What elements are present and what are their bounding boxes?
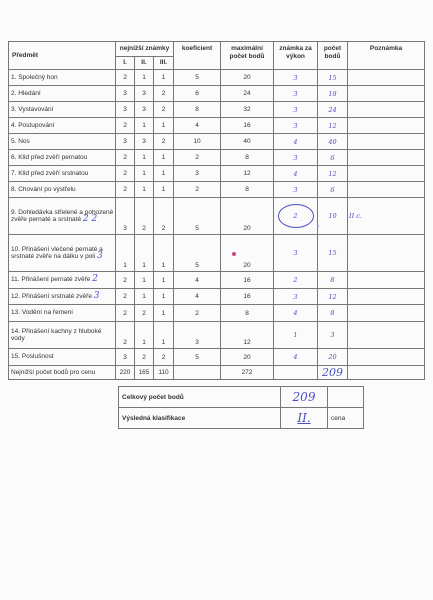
points-value: 3 — [318, 322, 348, 349]
points-value: 6 — [318, 150, 348, 166]
subject-name: 7. Klid před zvěří srstnatou — [9, 166, 116, 182]
grade-1-value: 3 — [116, 102, 135, 118]
grade-3-value: 2 — [154, 86, 174, 102]
grade-3-value: 1 — [154, 166, 174, 182]
coefficient-value: 4 — [174, 118, 221, 134]
grade-3-value: 1 — [154, 289, 174, 305]
subject-name — [9, 272, 116, 289]
summary-table — [118, 386, 364, 429]
max-points-value: 32 — [221, 102, 274, 118]
subject-name: 1. Společný hon — [9, 70, 116, 86]
grade-for-performance-value: 4 — [274, 305, 318, 322]
max-points-value: 16 — [221, 118, 274, 134]
totals-points: 209 — [318, 366, 348, 380]
subject-name — [9, 235, 116, 272]
points-value: 10 — [318, 198, 348, 235]
note-value — [348, 118, 425, 134]
max-points-value: 12 — [221, 322, 274, 349]
grade-2-value: 1 — [135, 166, 154, 182]
totals-coefficient-empty — [174, 366, 221, 380]
ink-dot — [317, 225, 319, 227]
totals-row — [9, 366, 425, 380]
handwritten-mark: 3 — [97, 251, 103, 261]
grade-2-value: 1 — [135, 118, 154, 134]
max-points-value: 20 — [221, 235, 274, 272]
grade-2-value: 1 — [135, 235, 154, 272]
points-value: 18 — [318, 86, 348, 102]
totals-grade-3: 110 — [154, 366, 174, 380]
grade-for-performance-value: 3 — [274, 150, 318, 166]
max-points-value: 20 — [221, 70, 274, 86]
subject-name — [9, 289, 116, 305]
table-row — [9, 150, 425, 166]
header-note: Poznámka — [348, 42, 425, 70]
grade-3-value: 1 — [154, 182, 174, 198]
grade-2-value: 1 — [135, 70, 154, 86]
totals-grade-1: 220 — [116, 366, 135, 380]
grade-3-value: 1 — [154, 235, 174, 272]
circled-grade: 2 — [278, 204, 314, 228]
subject-name: 4. Postupování — [9, 118, 116, 134]
prize-label: cena — [328, 408, 364, 429]
max-points-value: 8 — [221, 150, 274, 166]
table-row — [9, 166, 425, 182]
grade-1-value: 2 — [116, 182, 135, 198]
grade-1-value: 2 — [116, 70, 135, 86]
totals-grade-empty — [274, 366, 318, 380]
coefficient-value: 6 — [174, 86, 221, 102]
grade-for-performance-value: 4 — [274, 134, 318, 150]
grade-1-value: 3 — [116, 86, 135, 102]
handwritten-mark: 3 — [93, 290, 100, 301]
subject-name: 14. Přinášení kachny z hluboké vody — [9, 322, 116, 349]
grade-1-value: 2 — [116, 166, 135, 182]
totals-grade-2: 165 — [135, 366, 154, 380]
note-value — [348, 102, 425, 118]
grade-2-value: 3 — [135, 86, 154, 102]
points-value: 6 — [318, 182, 348, 198]
grade-for-performance-value: 2 — [274, 272, 318, 289]
grade-3-value: 1 — [154, 150, 174, 166]
totals-label: Nejnižší počet bodů pro cenu — [9, 366, 116, 380]
note-value — [348, 150, 425, 166]
table-row — [9, 272, 425, 289]
subject-name: 5. Nos — [9, 134, 116, 150]
table-row — [9, 305, 425, 322]
grade-1-value: 1 — [116, 235, 135, 272]
grade-2-value: 1 — [135, 272, 154, 289]
note-value — [348, 349, 425, 366]
grade-3-value: 1 — [154, 70, 174, 86]
note-value — [348, 182, 425, 198]
subject-name — [9, 198, 116, 235]
coefficient-value: 5 — [174, 349, 221, 366]
coefficient-value: 5 — [174, 235, 221, 272]
note-value — [348, 305, 425, 322]
points-value: 12 — [318, 166, 348, 182]
grade-for-performance-value: 3 — [274, 289, 318, 305]
grade-1-value: 2 — [116, 322, 135, 349]
handwritten-mark: 2 — [92, 274, 98, 285]
grade-for-performance-value: 3 — [274, 70, 318, 86]
note-value — [348, 235, 425, 272]
ink-dot — [232, 252, 236, 256]
total-points-label: Celkový počet bodů — [119, 387, 281, 408]
coefficient-value: 4 — [174, 272, 221, 289]
table-row — [9, 134, 425, 150]
grade-3-value: 2 — [154, 102, 174, 118]
subject-name-text: 12. Přinášení srstnaté zvěře — [11, 292, 92, 300]
table-row — [9, 289, 425, 305]
header-lowest-grades: nejnižší známky — [116, 42, 174, 57]
grade-2-value: 1 — [135, 150, 154, 166]
grade-2-value: 3 — [135, 134, 154, 150]
note-value — [348, 289, 425, 305]
grade-2-value: 1 — [135, 182, 154, 198]
note-value: II c. — [348, 198, 425, 235]
coefficient-value: 2 — [174, 305, 221, 322]
coefficient-value: 5 — [174, 198, 221, 235]
grade-for-performance-value: 4 — [274, 166, 318, 182]
subject-name: 6. Klid před zvěří pernatou — [9, 150, 116, 166]
max-points-value: 12 — [221, 166, 274, 182]
grade-3-value: 2 — [154, 349, 174, 366]
grade-2-value: 3 — [135, 102, 154, 118]
points-value: 12 — [318, 289, 348, 305]
grade-for-performance-value: 3 — [274, 102, 318, 118]
table-row — [9, 86, 425, 102]
classification-label: Výsledná klasifikace — [119, 408, 281, 429]
subject-name: 8. Chování po výstřelu — [9, 182, 116, 198]
points-value: 15 — [318, 235, 348, 272]
coefficient-value: 3 — [174, 322, 221, 349]
points-value: 12 — [318, 118, 348, 134]
header-grade-3: III. — [154, 57, 174, 70]
points-value: 24 — [318, 102, 348, 118]
grade-3-value: 1 — [154, 118, 174, 134]
note-value — [348, 86, 425, 102]
header-grade-for-performance: známka za výkon — [274, 42, 318, 70]
grade-3-value: 1 — [154, 322, 174, 349]
table-row — [9, 118, 425, 134]
max-points-value: 8 — [221, 182, 274, 198]
max-points-value: 8 — [221, 305, 274, 322]
subject-name: 2. Hledání — [9, 86, 116, 102]
grade-2-value: 1 — [135, 322, 154, 349]
subject-name-text: 10. Přinášení vlečené pernaté a srstnaté zvěře na dálku v poli — [11, 245, 103, 260]
grade-1-value: 3 — [116, 134, 135, 150]
grade-1-value: 2 — [116, 289, 135, 305]
grade-1-value: 2 — [116, 150, 135, 166]
subject-name-text: 11. Přinášení pernaté zvěře — [11, 276, 91, 284]
header-grade-2: II. — [135, 57, 154, 70]
header-grade-1: I. — [116, 57, 135, 70]
points-value: 40 — [318, 134, 348, 150]
table-row — [9, 198, 425, 235]
grade-for-performance-value: 3 — [274, 86, 318, 102]
grade-3-value: 1 — [154, 305, 174, 322]
total-points-value: 209 — [281, 387, 328, 408]
grade-for-performance-value — [274, 198, 318, 235]
totals-max-points: 272 — [221, 366, 274, 380]
grade-1-value: 3 — [116, 198, 135, 235]
grade-for-performance-value: 1 — [274, 322, 318, 349]
coefficient-value: 5 — [174, 70, 221, 86]
note-value — [348, 70, 425, 86]
header-points: počet bodů — [318, 42, 348, 70]
subject-name: 13. Vodění na řemeni — [9, 305, 116, 322]
header-max-points: maximální počet bodů — [221, 42, 274, 70]
max-points-value: 20 — [221, 349, 274, 366]
table-row — [9, 322, 425, 349]
note-value — [348, 322, 425, 349]
coefficient-value: 2 — [174, 182, 221, 198]
grade-for-performance-value: 3 — [274, 235, 318, 272]
grade-3-value: 2 — [154, 134, 174, 150]
grade-2-value: 2 — [135, 305, 154, 322]
classification-value: II. — [281, 408, 328, 429]
totals-note-empty — [348, 366, 425, 380]
coefficient-value: 4 — [174, 289, 221, 305]
subject-name: 15. Poslušnost — [9, 349, 116, 366]
grade-3-value: 1 — [154, 272, 174, 289]
note-value — [348, 166, 425, 182]
note-value — [348, 134, 425, 150]
grade-3-value: 2 — [154, 198, 174, 235]
grade-1-value: 3 — [116, 349, 135, 366]
table-row — [9, 349, 425, 366]
grade-for-performance-value: 3 — [274, 182, 318, 198]
header-coefficient: koeficient — [174, 42, 221, 70]
grade-2-value: 2 — [135, 198, 154, 235]
table-row — [9, 182, 425, 198]
points-value: 8 — [318, 305, 348, 322]
subject-name-text: 9. Dohledávka střelené a pohozené zvěře pernaté a srstnaté — [11, 208, 114, 223]
handwritten-mark: 2 2 — [82, 214, 98, 224]
max-points-value: 16 — [221, 272, 274, 289]
grade-1-value: 2 — [116, 118, 135, 134]
max-points-value: 40 — [221, 134, 274, 150]
grade-for-performance-value: 3 — [274, 118, 318, 134]
table-row — [9, 235, 425, 272]
coefficient-value: 10 — [174, 134, 221, 150]
coefficient-value: 2 — [174, 150, 221, 166]
max-points-value: 20 — [221, 198, 274, 235]
points-value: 20 — [318, 349, 348, 366]
grade-2-value: 1 — [135, 289, 154, 305]
points-value: 15 — [318, 70, 348, 86]
grade-2-value: 2 — [135, 349, 154, 366]
grade-1-value: 2 — [116, 272, 135, 289]
points-value: 8 — [318, 272, 348, 289]
coefficient-value: 3 — [174, 166, 221, 182]
max-points-value: 24 — [221, 86, 274, 102]
summary-empty-cell — [328, 387, 364, 408]
coefficient-value: 8 — [174, 102, 221, 118]
table-row — [9, 102, 425, 118]
grade-1-value: 2 — [116, 305, 135, 322]
table-row — [9, 70, 425, 86]
subject-name: 3. Vystavování — [9, 102, 116, 118]
header-subject: Předmět — [9, 42, 116, 70]
grade-for-performance-value: 4 — [274, 349, 318, 366]
note-value — [348, 272, 425, 289]
max-points-value: 16 — [221, 289, 274, 305]
score-table — [8, 41, 425, 380]
